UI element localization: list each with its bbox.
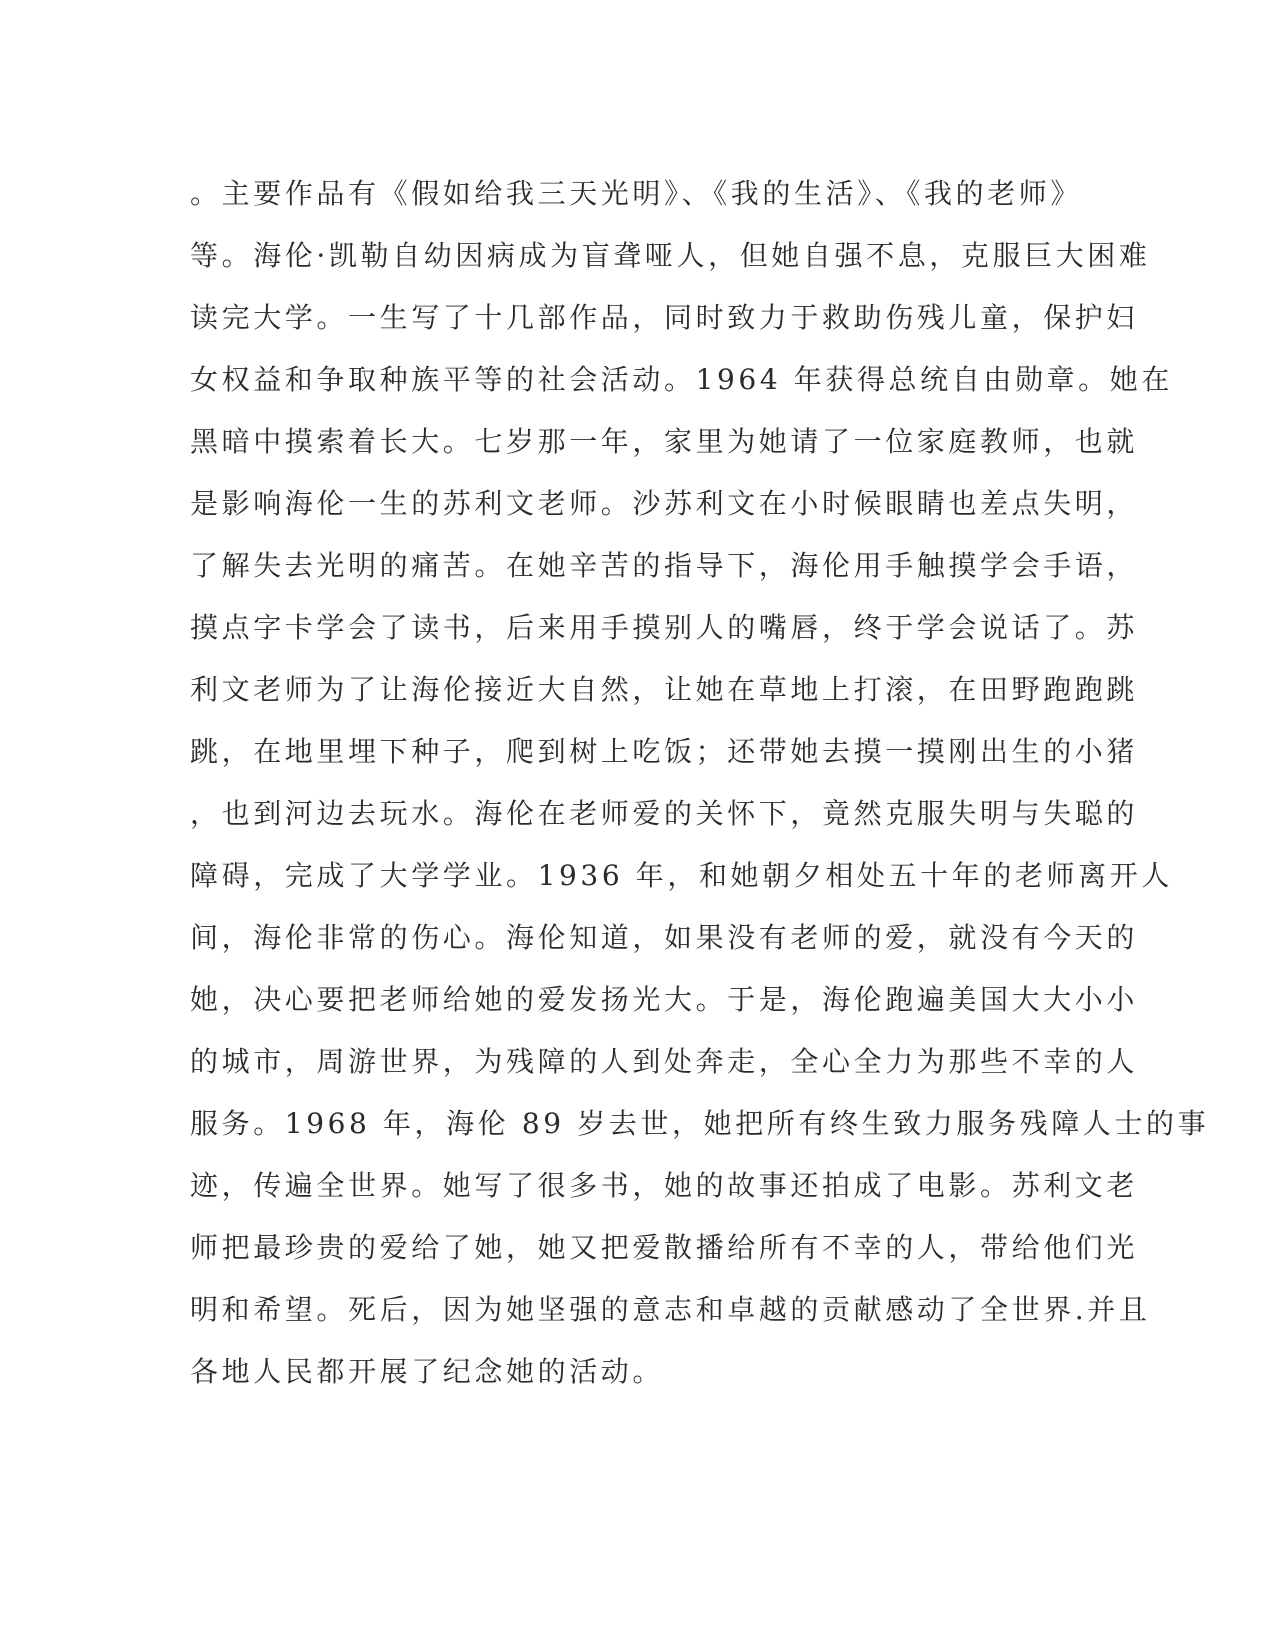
text-line-12: 障碍，完成了大学学业。1936 年，和她朝夕相处五十年的老师离开人 (190, 859, 1173, 892)
text-line-17: 迹，传遍全世界。她写了很多书，她的故事还拍成了电影。苏利文老 (190, 1169, 1139, 1202)
text-line-13: 间，海伦非常的伤心。海伦知道，如果没有老师的爱，就没有今天的 (190, 921, 1139, 954)
text-line-15: 的城市，周游世界，为残障的人到处奔走，全心全力为那些不幸的人 (190, 1045, 1139, 1078)
text-line-14: 她，决心要把老师给她的爱发扬光大。于是，海伦跑遍美国大大小小 (190, 983, 1139, 1016)
text-line-3: 读完大学。一生写了十几部作品，同时致力于救助伤残儿童，保护妇 (190, 301, 1139, 334)
text-line-2: 等。海伦·凯勒自幼因病成为盲聋哑人，但她自强不息，克服巨大困难 (190, 239, 1151, 272)
text-line-9: 利文老师为了让海伦接近大自然，让她在草地上打滚，在田野跑跑跳 (190, 673, 1139, 706)
text-line-4: 女权益和争取种族平等的社会活动。1964 年获得总统自由勋章。她在 (190, 363, 1173, 396)
text-line-19: 明和希望。死后，因为她坚强的意志和卓越的贡献感动了全世界.并且 (190, 1293, 1151, 1326)
text-line-8: 摸点字卡学会了读书，后来用手摸别人的嘴唇，终于学会说话了。苏 (190, 611, 1139, 644)
text-line-20: 各地人民都开展了纪念她的活动。 (190, 1355, 665, 1388)
text-line-1: 。主要作品有《假如给我三天光明》、《我的生活》、《我的老师》 (190, 177, 1083, 210)
text-line-11: ，也到河边去玩水。海伦在老师爱的关怀下，竟然克服失明与失聪的 (190, 797, 1139, 830)
text-line-18: 师把最珍贵的爱给了她，她又把爱散播给所有不幸的人，带给他们光 (190, 1231, 1139, 1264)
text-line-16: 服务。1968 年，海伦 89 岁去世，她把所有终生致力服务残障人士的事 (190, 1107, 1210, 1140)
body-paragraph (190, 163, 1210, 1403)
text-line-10: 跳，在地里埋下种子，爬到树上吃饭；还带她去摸一摸刚出生的小猪 (190, 735, 1139, 768)
text-line-6: 是影响海伦一生的苏利文老师。沙苏利文在小时候眼睛也差点失明， (190, 487, 1139, 520)
text-line-7: 了解失去光明的痛苦。在她辛苦的指导下，海伦用手触摸学会手语， (190, 549, 1139, 582)
text-line-5: 黑暗中摸索着长大。七岁那一年，家里为她请了一位家庭教师，也就 (190, 425, 1139, 458)
